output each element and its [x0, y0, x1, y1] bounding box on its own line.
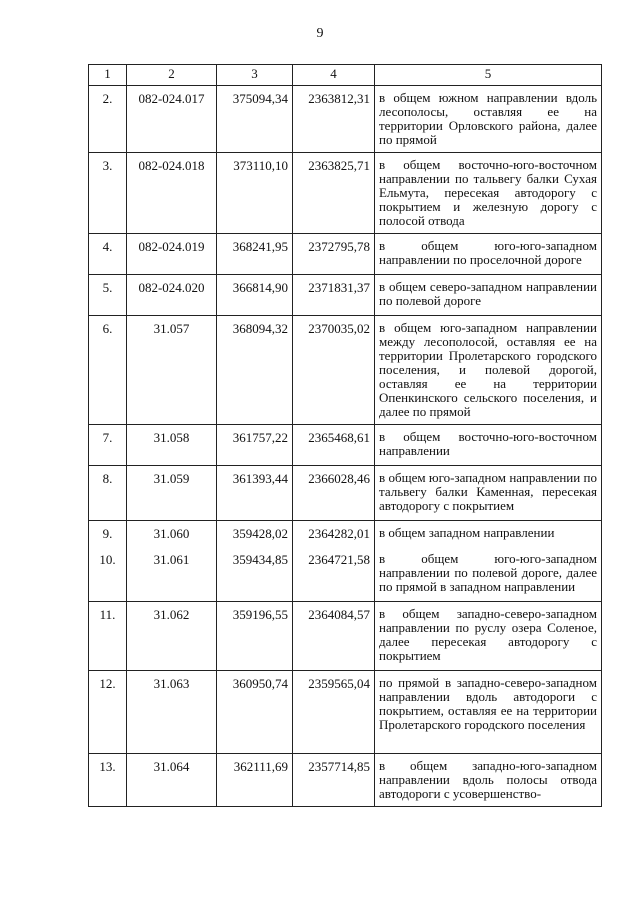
- point-code: 31.064: [127, 754, 217, 807]
- coordinate-y: 2363825,71: [293, 153, 375, 234]
- table-row: [89, 425, 602, 466]
- boundary-description: в общем юго-западном направлении между лесополосой, оставляя ее на территории Пролетарского городского поселения, и полевой дорогой, оставляя ее на территории Опенкинского сельского поселения, и далее по прямой: [375, 316, 602, 425]
- point-code: 082-024.019: [127, 234, 217, 275]
- table-row: [89, 275, 602, 316]
- boundary-description: в общем восточно-юго-восточном направлении: [375, 425, 602, 466]
- coordinate-x: 361757,22: [217, 425, 293, 466]
- point-code: 31.063: [127, 671, 217, 754]
- point-code: 31.061: [127, 547, 217, 602]
- table-row: [89, 754, 602, 807]
- column-header-5: 5: [375, 65, 602, 86]
- point-code: 31.062: [127, 602, 217, 671]
- point-code: 31.060: [127, 521, 217, 548]
- table-row: [89, 602, 602, 671]
- table-row: [89, 153, 602, 234]
- table-header: [89, 65, 602, 86]
- table-row: [89, 466, 602, 521]
- boundary-description: в общем западно-северо-западном направлении по руслу озера Соленое, далее пересекая автодорогу с покрытием: [375, 602, 602, 671]
- coordinate-x: 373110,10: [217, 153, 293, 234]
- header-row: [89, 65, 602, 86]
- coordinate-x: 366814,90: [217, 275, 293, 316]
- coordinate-y: 2357714,85: [293, 754, 375, 807]
- row-number: 2.: [89, 86, 127, 153]
- coordinate-x: 359196,55: [217, 602, 293, 671]
- coordinate-y: 2370035,02: [293, 316, 375, 425]
- coordinate-x: 359428,02: [217, 521, 293, 548]
- row-number: 6.: [89, 316, 127, 425]
- table-row: [89, 547, 602, 602]
- table-row: [89, 86, 602, 153]
- column-header-3: 3: [217, 65, 293, 86]
- column-header-4: 4: [293, 65, 375, 86]
- point-code: 082-024.020: [127, 275, 217, 316]
- coordinate-x: 368241,95: [217, 234, 293, 275]
- row-number: 3.: [89, 153, 127, 234]
- row-number: 12.: [89, 671, 127, 754]
- table-row: [89, 671, 602, 754]
- table-row: [89, 521, 602, 548]
- coordinate-y: 2364721,58: [293, 547, 375, 602]
- boundary-description: в общем юго-юго-западном направлении по проселочной дороге: [375, 234, 602, 275]
- coordinate-y: 2359565,04: [293, 671, 375, 754]
- point-code: 31.059: [127, 466, 217, 521]
- point-code: 082-024.017: [127, 86, 217, 153]
- row-number: 7.: [89, 425, 127, 466]
- coordinate-x: 375094,34: [217, 86, 293, 153]
- coordinate-x: 359434,85: [217, 547, 293, 602]
- column-header-1: 1: [89, 65, 127, 86]
- row-number: 8.: [89, 466, 127, 521]
- boundary-description: в общем западно-юго-западном направлении вдоль полосы отвода автодороги с усовершенство-: [375, 754, 602, 807]
- table-row: [89, 316, 602, 425]
- coordinate-y: 2366028,46: [293, 466, 375, 521]
- boundary-description: по прямой в западно-северо-западном направлении вдоль автодороги с покрытием, оставляя ее на территории Пролетарского городского поселения: [375, 671, 602, 754]
- coordinate-y: 2364084,57: [293, 602, 375, 671]
- row-number: 13.: [89, 754, 127, 807]
- column-header-2: 2: [127, 65, 217, 86]
- page-number: 9: [316, 26, 324, 41]
- coordinate-y: 2372795,78: [293, 234, 375, 275]
- boundary-description: в общем северо-западном направлении по полевой дороге: [375, 275, 602, 316]
- coordinate-y: 2371831,37: [293, 275, 375, 316]
- row-number: 11.: [89, 602, 127, 671]
- point-code: 31.058: [127, 425, 217, 466]
- row-number: 9.: [89, 521, 127, 548]
- boundary-description: в общем восточно-юго-восточном направлении по тальвегу балки Сухая Ельмута, пересекая автодорогу с покрытием и железную дорогу с полосой отвода: [375, 153, 602, 234]
- boundary-table: [88, 64, 602, 807]
- table-row: [89, 234, 602, 275]
- point-code: 31.057: [127, 316, 217, 425]
- coordinate-y: 2365468,61: [293, 425, 375, 466]
- boundary-description: в общем южном направлении вдоль лесополосы, оставляя ее на территории Орловского района, далее по прямой: [375, 86, 602, 153]
- boundary-description: в общем юго-западном направлении по тальвегу балки Каменная, пересекая автодорогу с покрытием: [375, 466, 602, 521]
- coordinate-x: 360950,74: [217, 671, 293, 754]
- coordinate-x: 368094,32: [217, 316, 293, 425]
- coordinate-y: 2364282,01: [293, 521, 375, 548]
- table-body: [89, 86, 602, 807]
- coordinate-y: 2363812,31: [293, 86, 375, 153]
- coordinate-x: 361393,44: [217, 466, 293, 521]
- coordinate-x: 362111,69: [217, 754, 293, 807]
- point-code: 082-024.018: [127, 153, 217, 234]
- row-number: 10.: [89, 547, 127, 602]
- boundary-description: в общем юго-юго-западном направлении по полевой дороге, далее по прямой в западном направлении: [375, 547, 602, 602]
- boundary-description: в общем западном направлении: [375, 521, 602, 548]
- row-number: 4.: [89, 234, 127, 275]
- row-number: 5.: [89, 275, 127, 316]
